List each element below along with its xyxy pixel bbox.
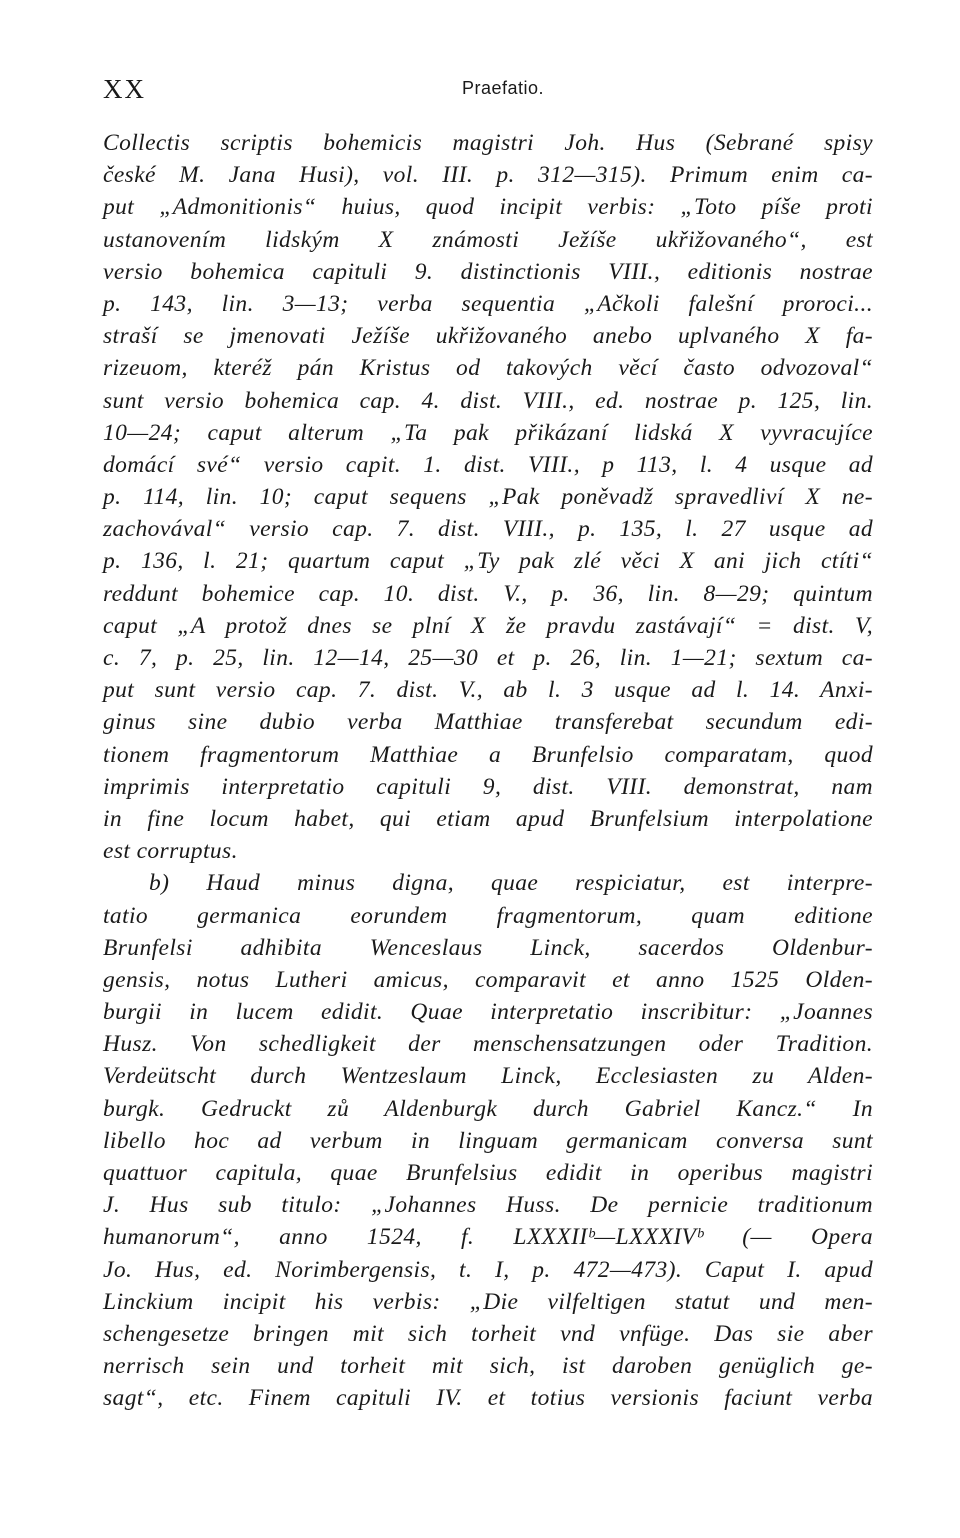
page-number: XX — [103, 74, 146, 104]
text-line: Verdeütscht durch Wentzeslaum Linck, Ecclesiasten zu Alden- — [103, 1063, 873, 1090]
body-text — [103, 127, 873, 1415]
text-line: ustanovením lidským X známosti Ježíše ukřižovaného“, est — [103, 226, 873, 253]
text-line: burgii in lucem edidit. Quae interpretatio inscribitur: „Joannes — [103, 999, 873, 1026]
text-line: est corruptus. — [103, 838, 238, 865]
text-line: tatio germanica eorundem fragmentorum, quam editione — [103, 902, 873, 929]
text-line: domácí své“ versio capit. 1. dist. VIII., p 113, l. 4 usque ad — [103, 451, 873, 478]
text-line: libello hoc ad verbum in linguam germanicam conversa sunt — [103, 1127, 873, 1154]
text-line: J. Hus sub titulo: „Johannes Huss. De pernicie traditionum — [103, 1192, 873, 1219]
text-line: 10—24; caput alterum „Ta pak přikázaní lidská X vyvracujíce — [103, 419, 873, 446]
text-line: b) Haud minus digna, quae respiciatur, est interpre- — [149, 870, 873, 897]
text-line: české M. Jana Husi), vol. III. p. 312—315). Primum enim ca- — [103, 162, 873, 189]
text-line: schengesetze bringen mit sich torheit vnd vnfüge. Das sie aber — [103, 1320, 873, 1347]
text-line: gensis, notus Lutheri amicus, comparavit et anno 1525 Olden- — [103, 966, 873, 993]
text-line: straší se jmenovati Ježíše ukřižovaného anebo uplvaného X fa- — [103, 323, 873, 350]
text-line: Brunfelsi adhibita Wenceslaus Linck, sacerdos Oldenbur- — [103, 934, 873, 961]
text-line: ginus sine dubio verba Matthiae transferebat secundum edi- — [103, 709, 873, 736]
text-line: p. 143, lin. 3—13; verba sequentia „Ačkoli falešní proroci... — [103, 290, 873, 317]
text-line: imprimis interpretatio capituli 9, dist. VIII. demonstrat, nam — [103, 773, 873, 800]
text-line: Collectis scriptis bohemicis magistri Joh. Hus (Sebrané spisy — [103, 130, 873, 156]
text-line: humanorum“, anno 1524, f. LXXXIIᵇ—LXXXIVᵇ (— Opera — [103, 1224, 873, 1251]
text-line: rizeuom, kteréž pán Kristus od takových věcí často odvozoval“ — [103, 355, 873, 382]
running-title: Praefatio. — [461, 78, 545, 98]
text-line: quattuor capitula, quae Brunfelsius edidit in operibus magistri — [103, 1160, 873, 1186]
text-line: tionem fragmentorum Matthiae a Brunfelsio comparatam, quod — [103, 741, 873, 768]
text-line: versio bohemica capituli 9. distinctionis VIII., editionis nostrae — [103, 258, 873, 285]
text-line: Husz. Von schedligkeit der menschensatzungen oder Tradition. — [103, 1031, 873, 1058]
text-line: p. 114, lin. 10; caput sequens „Pak poněvadž spravedliví X ne- — [103, 484, 873, 511]
text-line: in fine locum habet, qui etiam apud Brunfelsium interpolatione — [103, 805, 873, 832]
text-line: Jo. Hus, ed. Norimbergensis, t. I, p. 472—473). Caput I. apud — [103, 1256, 873, 1283]
text-line: reddunt bohemice cap. 10. dist. V., p. 36, lin. 8—29; quintum — [103, 580, 873, 607]
text-line: put „Admonitionis“ huius, quod incipit verbis: „Toto píše proti — [103, 194, 873, 221]
text-line: caput „A protož dnes se plní X že pravdu zastávají“ = dist. V, — [103, 612, 873, 639]
text-line: zachovával“ versio cap. 7. dist. VIII., p. 135, l. 27 usque ad — [103, 516, 873, 543]
text-line: sagt“, etc. Finem capituli IV. et totius versionis faciunt verba — [103, 1385, 873, 1412]
text-line: Linckium incipit his verbis: „Die vilfeltigen statut und men- — [103, 1288, 873, 1315]
page-header — [103, 74, 883, 114]
text-line: sunt versio bohemica cap. 4. dist. VIII., ed. nostrae p. 125, lin. — [103, 387, 873, 414]
text-line: put sunt versio cap. 7. dist. V., ab l. 3 usque ad l. 14. Anxi- — [103, 677, 873, 704]
text-line: nerrisch sein und torheit mit sich, ist daroben genüglich ge- — [103, 1353, 873, 1380]
text-line: p. 136, l. 21; quartum caput „Ty pak zlé věci X ani jich ctíti“ — [103, 548, 873, 575]
text-line: burgk. Gedruckt zů Aldenburgk durch Gabriel Kancz.“ In — [103, 1095, 873, 1122]
text-line: c. 7, p. 25, lin. 12—14, 25—30 et p. 26, lin. 1—21; sextum ca- — [103, 645, 873, 671]
